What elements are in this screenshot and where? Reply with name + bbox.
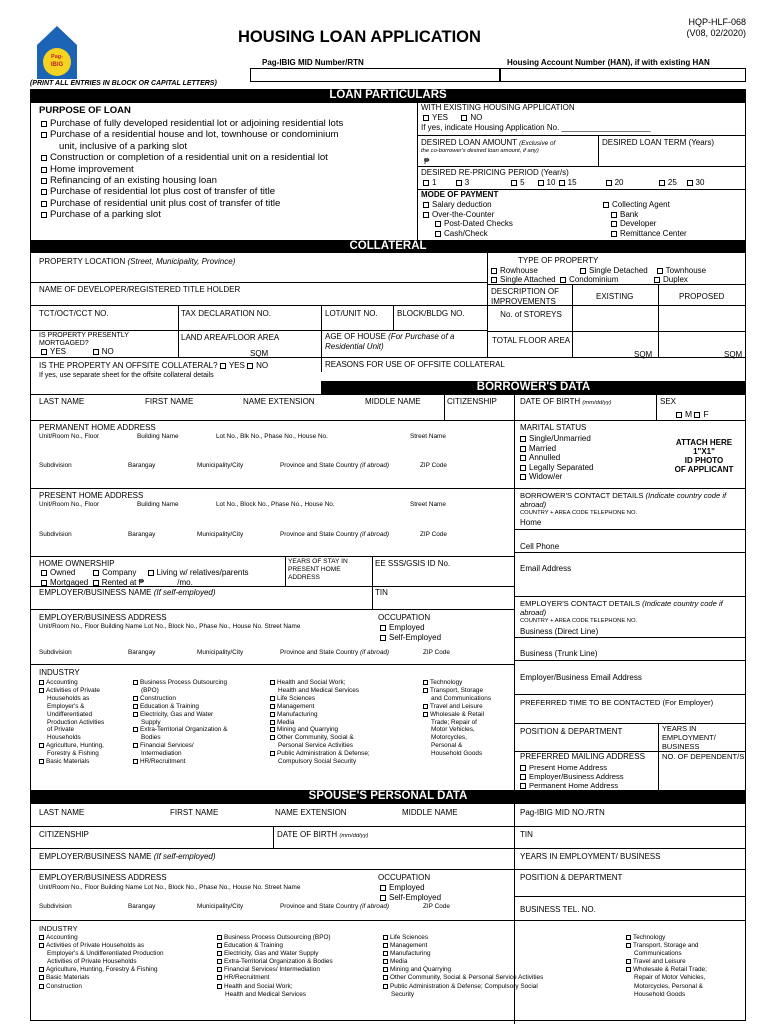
property-type-options[interactable]: Rowhouse Single Detached Townhouse Single Attached Condominium Duplex xyxy=(491,266,706,284)
purpose-option[interactable]: Purchase of residential unit plus cost of transfer of title xyxy=(41,198,343,209)
borrower-header: BORROWER'S DATA xyxy=(321,381,746,394)
page-title: HOUSING LOAN APPLICATION xyxy=(238,28,481,46)
payment-title: MODE OF PAYMENT xyxy=(421,190,499,199)
existing-label: EXISTING xyxy=(596,292,634,301)
present-street-field[interactable]: Street Name xyxy=(410,501,446,508)
floor-area-existing-unit: SQM xyxy=(634,350,653,359)
housing-app-no-field[interactable]: If yes, indicate Housing Application No. ____________________ xyxy=(421,123,651,132)
perm-unit-field[interactable]: Unit/Room No., Floor xyxy=(39,433,100,440)
emp-email-field[interactable]: Employer/Business Email Address xyxy=(520,673,642,682)
offsite-note: If yes, use separate sheet for the offsite collateral details xyxy=(39,372,214,379)
occupation-options[interactable]: Employed Self-Employed xyxy=(380,623,441,643)
pref-mail-label: PREFERRED MAILING ADDRESS xyxy=(520,752,645,761)
loan-amount-label: DESIRED LOAN AMOUNT (Exclusive of xyxy=(421,138,556,147)
emp-addr-line[interactable]: Unit/Room No., Floor Building Name Lot No., Block No., Phase No., House No. Street Name xyxy=(39,623,301,630)
direct-line-field[interactable]: Business (Direct Line) xyxy=(520,627,599,636)
purpose-title: PURPOSE OF LOAN xyxy=(39,105,131,116)
spouse-years-emp[interactable]: YEARS IN EMPLOYMENT/ BUSINESS xyxy=(520,852,661,861)
emp-city-field[interactable]: Municipality/City xyxy=(197,649,244,656)
payment-options-right[interactable]: Collecting Agent Bank Developer Remittance Center xyxy=(603,200,687,238)
emp-zip-field[interactable]: ZIP Code xyxy=(423,649,450,656)
improvements-label: DESCRIPTION OF IMPROVEMENTS xyxy=(491,287,560,306)
land-area-unit: SQM xyxy=(250,349,269,358)
property-location-label: PROPERTY LOCATION (Street, Municipality, Province) xyxy=(39,257,236,266)
mid-label: Pag-IBIG MID Number/RTN xyxy=(262,58,364,67)
dependents-field[interactable]: NO. OF DEPENDENT/S xyxy=(662,752,745,761)
spouse-middle-name[interactable]: MIDDLE NAME xyxy=(402,808,458,817)
tax-dec-field[interactable]: TAX DECLARATION NO. xyxy=(181,309,271,318)
spouse-industry-col-1[interactable]: Accounting Activities of Private Households as Employer's & Undifferentiated Production Activities of Private Households Agriculture, Hunting, Forestry & Fishing Basic Materials Construction xyxy=(39,934,164,991)
ownership-options[interactable]: Owned Company Living w/ relatives/parents Mortgaged Rented at ₱ /mo. xyxy=(41,568,249,588)
payment-options-left[interactable]: Salary deduction Over-the-Counter Post-Dated Checks Cash/Check xyxy=(423,200,513,238)
property-type-title: TYPE OF PROPERTY xyxy=(518,256,599,265)
employer-name-field[interactable]: EMPLOYER/BUSINESS NAME (If self-employed) xyxy=(39,588,216,597)
borrower-first-name[interactable]: FIRST NAME xyxy=(145,397,194,406)
svg-text:IBIG: IBIG xyxy=(50,62,64,68)
spouse-tin[interactable]: TIN xyxy=(520,830,533,839)
block-bldg-field[interactable]: BLOCK/BLDG NO. xyxy=(397,309,465,318)
purpose-option[interactable]: Purchase of residential lot plus cost of transfer of title xyxy=(41,186,343,197)
perm-subdivision-field[interactable]: Subdivision xyxy=(39,462,72,469)
present-unit-field[interactable]: Unit/Room No., Floor xyxy=(39,501,100,508)
perm-street-field[interactable]: Street Name xyxy=(410,433,446,440)
perm-city-field[interactable]: Municipality/City xyxy=(197,462,244,469)
photo-box[interactable]: ATTACH HERE 1"X1" ID PHOTO OF APPLICANT xyxy=(674,438,734,474)
spouse-industry-label: INDUSTRY xyxy=(39,924,78,933)
loan-amount-field[interactable]: ₱ xyxy=(424,157,430,166)
present-addr-label: PRESENT HOME ADDRESS xyxy=(39,491,144,500)
contact-label: BORROWER'S CONTACT DETAILS (Indicate country code if abroad) xyxy=(520,491,727,510)
home-phone-field[interactable]: Home xyxy=(520,518,542,527)
spouse-mid-field[interactable]: Pag-IBIG MID NO./RTN xyxy=(520,808,605,817)
lot-unit-field[interactable]: LOT/UNIT NO. xyxy=(325,309,378,318)
perm-lot-field[interactable]: Lot No., Blk No., Phase No., House No. xyxy=(216,433,328,440)
floor-area-proposed-unit: SQM xyxy=(724,350,743,359)
emp-subdivision-field[interactable]: Subdivision xyxy=(39,649,72,656)
marital-options[interactable]: Single/Unmarried Married Annulled Legally Separated Widow/er xyxy=(520,434,594,482)
spouse-last-name[interactable]: LAST NAME xyxy=(39,808,85,817)
spouse-addr-line[interactable]: Unit/Room No., Floor Building Name Lot No., Block No., Phase No., House No. Street Name xyxy=(39,884,301,891)
pref-time-field[interactable]: PREFERRED TIME TO BE CONTACTED (For Employer) xyxy=(520,698,714,707)
purpose-option[interactable]: Home improvement xyxy=(41,164,343,175)
present-city-field[interactable]: Municipality/City xyxy=(197,531,244,538)
purpose-option[interactable]: Purchase of a residential house and lot, townhouse or condominium xyxy=(41,129,343,140)
purpose-option-cont: unit, inclusive of a parking slot xyxy=(59,140,187,152)
industry-col-1[interactable]: Accounting Activities of Private Households as Employer's & Undifferentiated Production Activities of Private Households Agriculture, Hunting, Forestry & Fishing Basic Materials xyxy=(39,679,104,766)
developer-holder-label: NAME OF DEVELOPER/REGISTERED TITLE HOLDER xyxy=(39,285,241,294)
form-border xyxy=(30,102,746,1021)
spouse-industry-col-3[interactable]: Life Sciences Management Manufacturing Media Mining and Quarrying Other Community, Social & Personal Service Activities Public Administration & Defense; Compulsory Social Security xyxy=(383,934,543,999)
tin-field[interactable]: TIN xyxy=(375,588,388,597)
mid-number-field[interactable] xyxy=(250,68,500,82)
land-area-field[interactable]: LAND AREA/FLOOR AREA xyxy=(181,333,280,342)
country-code-label: COUNTRY + AREA CODE TELEPHONE NO. xyxy=(520,510,638,516)
existing-app-options[interactable]: YES NO xyxy=(423,113,482,123)
mortgaged-options[interactable]: YES NO xyxy=(41,347,114,357)
spouse-citizenship[interactable]: CITIZENSHIP xyxy=(39,830,89,839)
borrower-name-ext[interactable]: NAME EXTENSION xyxy=(243,397,315,406)
email-field[interactable]: Email Address xyxy=(520,564,572,573)
spouse-occupation-options[interactable]: Employed Self-Employed xyxy=(380,883,441,903)
spouse-barangay-field[interactable]: Barangay xyxy=(128,903,156,910)
spouse-header: SPOUSE'S PERSONAL DATA xyxy=(30,790,746,803)
purpose-option[interactable]: Construction or completion of a residential unit on a residential lot xyxy=(41,152,343,163)
borrower-citizenship[interactable]: CITIZENSHIP xyxy=(447,397,497,406)
present-lot-field[interactable]: Lot No., Block No., Phase No., House No. xyxy=(216,501,335,508)
svg-text:Pag-: Pag- xyxy=(51,54,63,60)
borrower-dob[interactable]: DATE OF BIRTH (mm/dd/yy) xyxy=(520,397,612,406)
emp-addr-label: EMPLOYER/BUSINESS ADDRESS xyxy=(39,613,167,622)
sex-options[interactable]: M F xyxy=(676,409,709,419)
spouse-zip-field[interactable]: ZIP Code xyxy=(423,903,450,910)
ownership-label: HOME OWNERSHIP xyxy=(39,559,115,568)
cell-phone-field[interactable]: Cell Phone xyxy=(520,542,560,551)
emp-province-field[interactable]: Province and State Country (if abroad) xyxy=(280,649,390,656)
storeys-label: No. of STOREYS xyxy=(500,310,562,319)
han-field[interactable] xyxy=(500,68,746,82)
loan-term-field[interactable]: DESIRED LOAN TERM (Years) xyxy=(602,138,715,147)
proposed-label: PROPOSED xyxy=(679,292,725,301)
perm-province-field[interactable]: Province and State Country (if abroad) xyxy=(280,462,390,469)
spouse-province-field[interactable]: Province and State Country (if abroad) xyxy=(280,903,390,910)
purpose-option[interactable]: Refinancing of an existing housing loan xyxy=(41,175,343,186)
spouse-tel[interactable]: BUSINESS TEL. NO. xyxy=(520,905,596,914)
perm-bldg-field[interactable]: Building Name xyxy=(137,433,179,440)
present-province-field[interactable]: Province and State Country (if abroad) xyxy=(280,531,390,538)
existing-app-label: WITH EXISTING HOUSING APPLICATION xyxy=(421,103,575,112)
trunk-line-field[interactable]: Business (Trunk Line) xyxy=(520,649,598,658)
offsite-question[interactable]: IS THE PROPERTY AN OFFSITE COLLATERAL? YES NO xyxy=(39,361,269,370)
emp-country-code-label: COUNTRY + AREA CODE TELEPHONE NO. xyxy=(520,618,638,624)
perm-addr-label: PERMANENT HOME ADDRESS xyxy=(39,423,156,432)
form-code: HQP-HLF-068 (V08, 02/2020) xyxy=(686,17,746,38)
spouse-occupation-label: OCCUPATION xyxy=(378,873,431,882)
spouse-industry-col-2[interactable]: Business Process Outsourcing (BPO) Education & Training Electricity, Gas and Water Supply Extra-Territorial Organization & Bodies Financial Services/ Intermediation HR/Recruitment Health and Social Work; Health and Medical Services xyxy=(217,934,333,999)
spouse-industry-col-4[interactable]: Technology Transport, Storage and Communications Travel and Leisure Wholesale & Retail Trade; Repair of Motor Vehicles, Motorcycles, Personal & Household Goods xyxy=(626,934,707,999)
industry-col-4[interactable]: Technology Transport, Storage and Communications Travel and Leisure Wholesale & Retail Trade; Repair of Motor Vehicles, Motorcycles, Personal & Household Goods xyxy=(423,679,491,758)
spouse-position[interactable]: POSITION & DEPARTMENT xyxy=(520,873,623,882)
position-field[interactable]: POSITION & DEPARTMENT xyxy=(520,727,623,736)
repricing-options[interactable]: 1 3 5 10 15 20 25 30 xyxy=(423,178,704,188)
borrower-middle-name[interactable]: MIDDLE NAME xyxy=(365,397,421,406)
spouse-name-ext[interactable]: NAME EXTENSION xyxy=(275,808,347,817)
years-stay-field[interactable]: YEARS OF STAY IN PRESENT HOME ADDRESS xyxy=(288,558,348,581)
offsite-reasons-field[interactable]: REASONS FOR USE OF OFFSITE COLLATERAL xyxy=(325,360,505,369)
pref-mail-options[interactable]: Present Home Address Employer/Business Address Permanent Home Address xyxy=(520,763,624,790)
industry-col-3[interactable]: Health and Social Work; Health and Medical Services Life Sciences Management Manufacturing Media Mining and Quarrying Other Community, Social & Personal Service Activities Public Administration & Defense; Compulsory Social Security xyxy=(270,679,370,766)
emp-contact-label: EMPLOYER'S CONTACT DETAILS (Indicate country code if abroad) xyxy=(520,599,723,618)
present-barangay-field[interactable]: Barangay xyxy=(128,531,156,538)
spouse-first-name[interactable]: FIRST NAME xyxy=(170,808,219,817)
marital-label: MARITAL STATUS xyxy=(520,423,587,432)
tct-field[interactable]: TCT/OCT/CCT NO. xyxy=(39,309,109,318)
loan-amount-note: the co-borrower's desired loan amount, if any) xyxy=(421,148,539,154)
spouse-dob[interactable]: DATE OF BIRTH (mm/dd/yy) xyxy=(277,830,369,839)
present-bldg-field[interactable]: Building Name xyxy=(137,501,179,508)
mortgaged-question: IS PROPERTY PRESENTLY MORTGAGED? xyxy=(39,332,129,348)
repricing-label: DESIRED RE-PRICING PERIOD (Year/s) xyxy=(421,168,569,177)
present-zip-field[interactable]: ZIP Code xyxy=(420,531,447,538)
spouse-emp-addr-label: EMPLOYER/BUSINESS ADDRESS xyxy=(39,873,167,882)
perm-zip-field[interactable]: ZIP Code xyxy=(420,462,447,469)
spouse-employer-name[interactable]: EMPLOYER/BUSINESS NAME (If self-employed) xyxy=(39,852,216,861)
spouse-subdivision-field[interactable]: Subdivision xyxy=(39,903,72,910)
sex-label: SEX xyxy=(660,397,677,406)
years-emp-field[interactable]: YEARS IN EMPLOYMENT/ BUSINESS xyxy=(662,724,716,751)
industry-label: INDUSTRY xyxy=(39,668,80,677)
emp-barangay-field[interactable]: Barangay xyxy=(128,649,156,656)
age-house-field[interactable]: AGE OF HOUSE (For Purchase of a Residential Unit) xyxy=(325,332,455,351)
present-subdivision-field[interactable]: Subdivision xyxy=(39,531,72,538)
han-label: Housing Account Number (HAN), if with existing HAN xyxy=(507,58,710,67)
floor-area-label: TOTAL FLOOR AREA xyxy=(491,336,571,345)
spouse-city-field[interactable]: Municipality/City xyxy=(197,903,244,910)
pagibig-logo xyxy=(35,23,79,81)
industry-col-2[interactable]: Business Process Outsourcing (BPO) Construction Education & Training Electricity, Gas and Water Supply Extra-Territorial Organization & Bodies Financial Services/ Intermediation HR/Recruitment xyxy=(133,679,227,766)
perm-barangay-field[interactable]: Barangay xyxy=(128,462,156,469)
borrower-last-name[interactable]: LAST NAME xyxy=(39,397,85,406)
loan-particulars-header: LOAN PARTICULARS xyxy=(30,89,746,102)
sss-field[interactable]: EE SSS/GSIS ID No. xyxy=(375,559,451,568)
collateral-header: COLLATERAL xyxy=(30,240,746,253)
purpose-option[interactable]: Purchase of a parking slot xyxy=(41,209,343,220)
purpose-option[interactable]: Purchase of fully developed residential lot or adjoining residential lots xyxy=(41,118,343,129)
print-instruction: (PRINT ALL ENTRIES IN BLOCK OR CAPITAL LETTERS) xyxy=(30,80,217,87)
occupation-label: OCCUPATION xyxy=(378,613,431,622)
